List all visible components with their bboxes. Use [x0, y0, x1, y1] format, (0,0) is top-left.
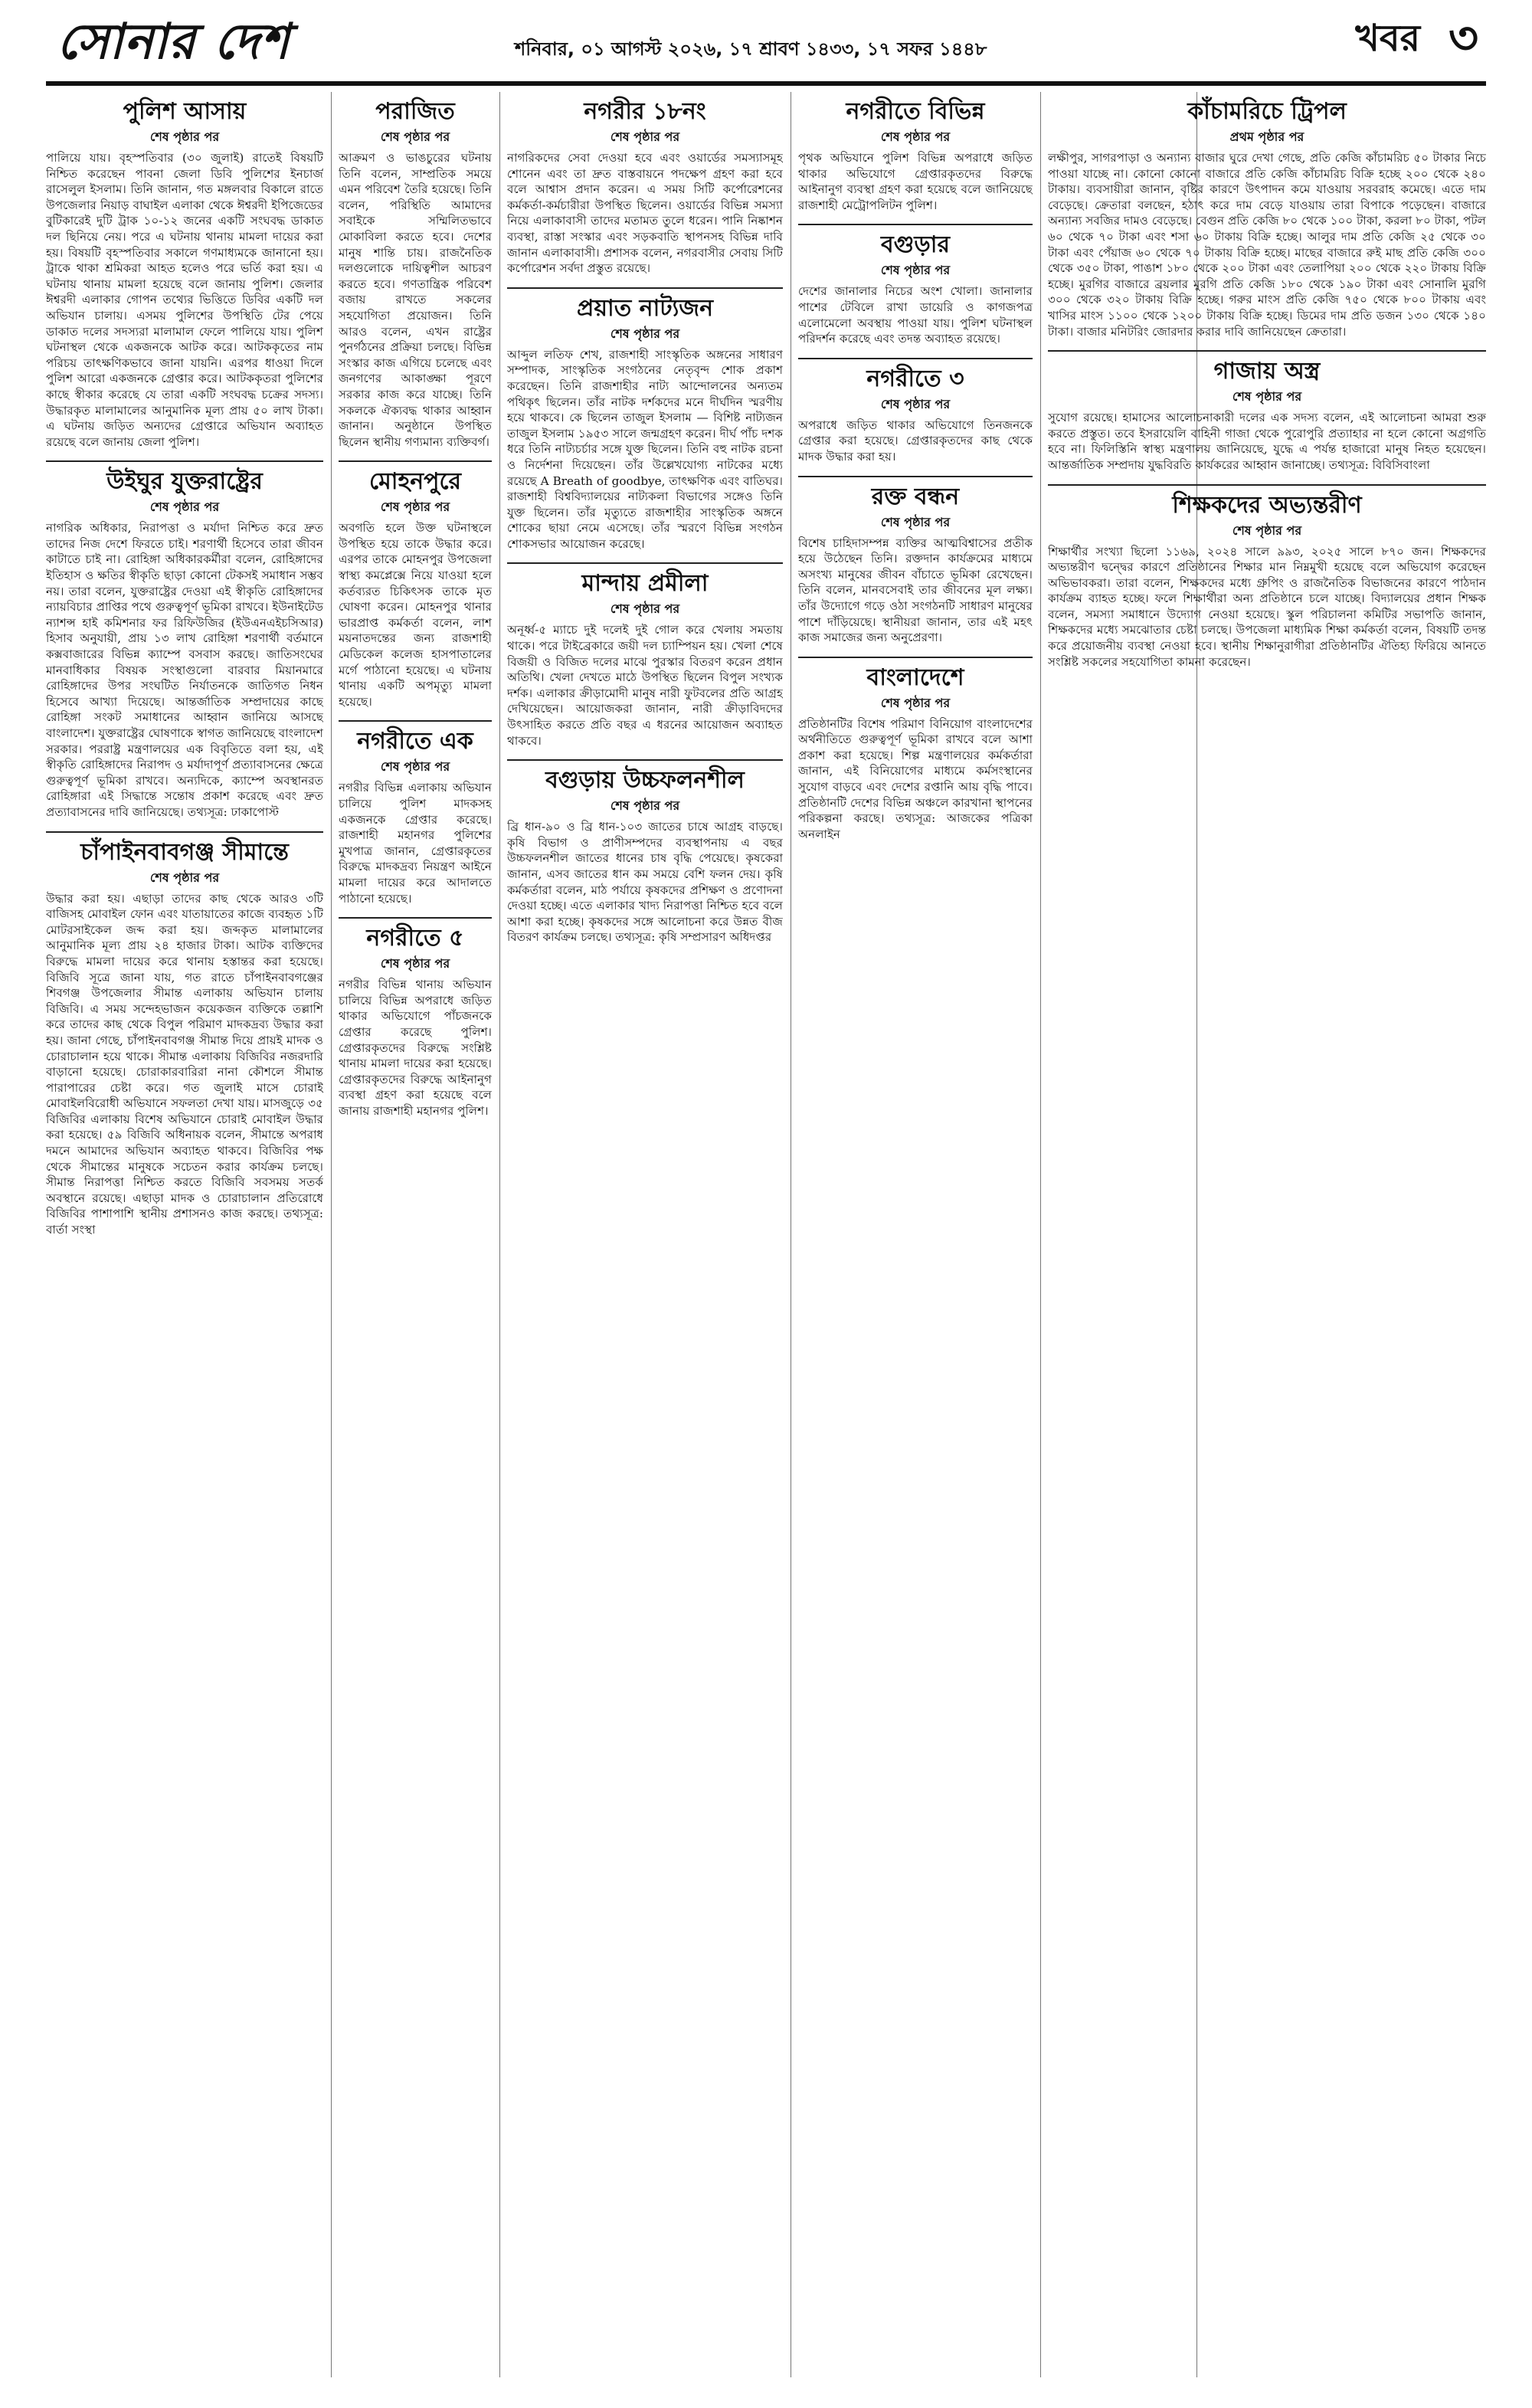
- kicker: শেষ পৃষ্ঠার পর: [610, 129, 680, 144]
- story-divider: [507, 287, 783, 289]
- story-body: নগরীর বিভিন্ন থানায় অভিযান চালিয়ে বিভিন্ন অপরাধে জড়িত থাকার অভিযোগে পাঁচজনকে গ্রেপ্তার করেছে পুলিশ। গ্রেপ্তারকৃতদের বিরুদ্ধে সংশ্লিষ্ট থানায় মামলা দায়ের করা হয়েছে। গ্রেপ্তারকৃতদের বিরুদ্ধে আইনানুগ ব্যবস্থা গ্রহণ করা হয়েছে বলে জানায় রাজশাহী মহানগর পুলিশ।: [339, 978, 492, 1118]
- story-mohonpur: [339, 467, 492, 709]
- story-bogura: [507, 765, 783, 945]
- column-2: [339, 93, 492, 2377]
- story-divider: [798, 476, 1033, 477]
- kicker: শেষ পৃষ্ঠার পর: [880, 695, 951, 710]
- column-3: [507, 93, 783, 2377]
- headline: নগরীতে ৩: [866, 365, 964, 392]
- column-5: [1048, 93, 1486, 2377]
- story-divider: [339, 720, 492, 722]
- headline: বগুড়ার: [881, 231, 950, 259]
- story-body: নগরীর বিভিন্ন এলাকায় অভিযান চালিয়ে পুলিশ মাদকসহ একজনকে গ্রেপ্তার করেছে। রাজশাহী মহানগর পুলিশের মুখপাত্র জানান, গ্রেপ্তারকৃতের বিরুদ্ধে মাদকদ্রব্য নিয়ন্ত্রণ আইনে মামলা দায়ের করে আদালতে পাঠানো হয়েছে।: [339, 781, 492, 906]
- story-divider: [798, 657, 1033, 658]
- headline: নগরীর ১৮নং: [584, 98, 706, 125]
- kicker: শেষ পৃষ্ঠার পর: [880, 514, 951, 529]
- story-body: বিশেষ চাহিদাসম্পন্ন ব্যক্তির আত্মবিশ্বাসের প্রতীক হয়ে উঠেছেন তিনি। রক্তদান কার্যক্রমের মাধ্যমে অসংখ্য মানুষের জীবন বাঁচাতে ভূমিকা রেখেছেন। তিনি বলেন, মানবসেবাই তার জীবনের মূল লক্ষ্য। তাঁর উদ্যোগে গড়ে ওঠা সংগঠনটি সাধারণ মানুষের পাশে দাঁড়িয়েছে। স্থানীয়রা জানান, তার এই মহৎ কাজ সমাজের জন্য অনুপ্রেরণা।: [798, 536, 1033, 645]
- story-divider: [507, 562, 783, 564]
- story-divider: [46, 460, 323, 462]
- story-body: লক্ষীপুর, সাগরপাড়া ও অন্যান্য বাজার ঘুরে দেখা গেছে, প্রতি কেজি কাঁচামরিচ ৫০ টাকার নিচে পাওয়া যাচ্ছে না। কোনো কোনো বাজারে প্রতি কেজি কাঁচামরিচ বিক্রি হচ্ছে ২০০ থেকে ২৪০ টাকায়। ব্যবসায়ীরা জানান, বৃষ্টির কারণে উৎপাদন কমে যাওয়ায় সরবরাহ কমেছে। এতে দাম বেড়েছে। ক্রেতারা বলছেন, হঠাৎ করে দাম বেড়ে যাওয়ায় তারা বিপাকে পড়েছেন। বাজারে অন্যান্য সবজির দামও বেড়েছে। বেগুন প্রতি কেজি ৮০ থেকে ১০০ টাকা, করলা ৮০ টাকা, পটল ৬০ থেকে ৭০ টাকা এবং শসা ৬০ টাকায় বিক্রি হচ্ছে। আলুর দাম প্রতি কেজি ২৫ থেকে ৩০ টাকা এবং পেঁয়াজ ৬০ থেকে ৭০ টাকায় বিক্রি হচ্ছে। মাছের বাজারে রুই মাছ প্রতি কেজি ৩০০ থেকে ৩৫০ টাকা, পাঙাশ ১৮০ থেকে ২০০ টাকা এবং তেলাপিয়া ২০০ থেকে ২২০ টাকায় বিক্রি হচ্ছে। মুরগির বাজারে ব্রয়লার মুরগি প্রতি কেজি ১৮০ থেকে ১৯০ টাকা এবং সোনালি মুরগি ৩০০ থেকে ৩২০ টাকায় বিক্রি হচ্ছে। গরুর মাংস প্রতি কেজি ৭৫০ থেকে ৮০০ টাকায় এবং খাসির মাংস ১১০০ থেকে ১২০০ টাকায় বিক্রি হচ্ছে। ডিমের দাম প্রতি ডজন ১৩০ থেকে ১৪০ টাকা। বাজার মনিটরিং জোরদার করার দাবি জানিয়েছেন ক্রেতারা।: [1048, 151, 1486, 339]
- story-body: অপরাধে জড়িত থাকার অভিযোগে তিনজনকে গ্রেপ্তার করা হয়েছে। গ্রেপ্তারকৃতদের কাছ থেকে মাদক উদ্ধার করা হয়।: [798, 418, 1033, 464]
- kicker: শেষ পৃষ্ঠার পর: [880, 263, 951, 278]
- kicker: শেষ পৃষ্ঠার পর: [1232, 523, 1302, 538]
- headline: বগুড়ায় উচ্চফলনশীল: [545, 767, 745, 794]
- story-kachamorich: [1048, 97, 1486, 339]
- headline: পরাজিত: [375, 98, 455, 125]
- headline: নগরীতে এক: [357, 728, 473, 755]
- headline: প্রয়াত নাট্যজন: [576, 294, 714, 322]
- story-nagari-five: [339, 923, 492, 1119]
- story-body: দেশের জানালার নিচের অংশ খোলা। জানালার পাশের টেবিলে রাখা ডায়েরি ও কাগজপত্র এলোমেলো অবস্থায় পাওয়া যায়। পুলিশ ঘটনাস্থল পরিদর্শন করেছে এবং তদন্ত অব্যাহত রয়েছে।: [798, 284, 1033, 346]
- date-line: শনিবার, ০১ আগস্ট ২০২৬, ১৭ শ্রাবণ ১৪৩৩, ১৭ সফর ১৪৪৮: [515, 38, 987, 60]
- story-chapai: [46, 837, 323, 1238]
- headline: মোহনপুরে: [368, 468, 462, 496]
- story-body: নাগরিকদের সেবা দেওয়া হবে এবং ওয়ার্ডের সমস্যাসমূহ শোনেন এবং তা দ্রুত বাস্তবায়নে পদক্ষেপ গ্রহণ করা হবে বলে আশ্বাস প্রদান করেন। এ সময় সিটি কর্পোরেশনের কর্মকর্তা-কর্মচারীরা উপস্থিত ছিলেন। ওয়ার্ডের বিভিন্ন সমস্যা নিয়ে এলাকাবাসী তাদের মতামত তুলে ধরেন। পানি নিষ্কাশন ব্যবস্থা, রাস্তা সংস্কার এবং সড়কবাতি স্থাপনসহ বিভিন্ন দাবি জানান এলাকাবাসী। প্রশাসক বলেন, নগরবাসীর সেবায় সিটি কর্পোরেশন সর্বদা প্রস্তুত রয়েছে।: [507, 151, 783, 276]
- story-body: অনূর্ধ্ব-৫ ম্যাচে দুই দলেই দুই গোল করে খেলায় সমতায় থাকে। পরে টাইব্রেকারে জয়ী দল চ্যাম্পিয়ন হয়। খেলা শেষে বিজয়ী ও বিজিত দলের মাঝে পুরস্কার বিতরণ করেন প্রধান অতিথি। খেলা দেখতে মাঠে উপস্থিত ছিলেন বিপুল সংখ্যক দর্শক। এলাকার ক্রীড়ামোদী মানুষ নারী ফুটবলের প্রতি আগ্রহ দেখিয়েছেন। আয়োজকরা জানান, নারী ক্রীড়াবিদদের উৎসাহিত করতে প্রতি বছর এ ধরনের আয়োজন অব্যাহত থাকবে।: [507, 623, 783, 748]
- story-body: উদ্ধার করা হয়। এছাড়া তাদের কাছ থেকে আরও ৩টি বাজিসহ মোবাইল ফোন এবং যাতায়াতের কাজে ব্যবহৃত ১টি মোটরসাইকেল জব্দ করা হয়। জব্দকৃত মালামালের আনুমানিক মূল্য প্রায় ২৪ হাজার টাকা। আটক ব্যক্তিদের বিরুদ্ধে মামলা দায়ের করে থানায় হস্তান্তর করা হয়েছে। বিজিবি সূত্রে জানা যায়, গত রাতে চাঁপাইনবাবগঞ্জের শিবগঞ্জ উপজেলার সীমান্ত এলাকায় অভিযান চালায় বিজিবি। এ সময় সন্দেহভাজন কয়েকজন ব্যক্তিকে তল্লাশি করে তাদের কাছ থেকে বিপুল পরিমাণ মাদকদ্রব্য উদ্ধার করা হয়। জানা গেছে, চাঁপাইনবাবগঞ্জ সীমান্ত দিয়ে প্রায়ই মাদক ও চোরাচালান হয়ে থাকে। সীমান্ত এলাকায় বিজিবির নজরদারি বাড়ানো হয়েছে। চোরাকারবারিরা নানা কৌশলে সীমান্ত পারাপারের চেষ্টা করে। গত জুলাই মাসে চোরাই মোবাইলবিরোধী অভিযানে সফলতা দেখা যায়। মাসজুড়ে ৩৫ বিজিবির এলাকায় বিশেষ অভিযানে চোরাই মোবাইল উদ্ধার করা হয়েছে। ৫৯ বিজিবি অধিনায়ক বলেন, সীমান্তে অপরাধ দমনে আমাদের অভিযান অব্যাহত থাকবে। বিজিবির পক্ষ থেকে সীমান্তের মানুষকে সচেতন করার কার্যক্রম চলছে। সীমান্ত নিরাপত্তা নিশ্চিত করতে বিজিবি সবসময় সতর্ক অবস্থানে রয়েছে। এছাড়া মাদক ও চোরাচালান প্রতিরোধে বিজিবির পাশাপাশি স্থানীয় প্রশাসনও কাজ করছে। তথ্যসূত্র: বার্তা সংস্থা: [46, 891, 323, 1237]
- story-body: শিক্ষার্থীর সংখ্যা ছিলো ১১৬৯, ২০২৪ সালে ৯৯৩, ২০২৫ সালে ৮৭০ জন। শিক্ষকদের অভ্যন্তরীণ দ্বন্দ্বের কারণে প্রতিষ্ঠানের শিক্ষার মান নিম্নমুখী হয়েছে বলে অভিযোগ করেছেন অভিভাবকরা। তারা বলেন, শিক্ষকদের মধ্যে গ্রুপিং ও রাজনৈতিক বিভাজনের কারণে পাঠদান কার্যক্রম ব্যাহত হচ্ছে। ফলে শিক্ষার্থীরা অন্য প্রতিষ্ঠানে চলে যাচ্ছে। বিদ্যালয়ের প্রধান শিক্ষক বলেন, সমস্যা সমাধানে উদ্যোগ নেওয়া হয়েছে। স্কুল পরিচালনা কমিটির সভাপতি জানান, শিক্ষকদের মধ্যে সমঝোতার চেষ্টা চলছে। উপজেলা মাধ্যমিক শিক্ষা কর্মকর্তা বলেন, বিষয়টি তদন্ত করে প্রয়োজনীয় ব্যবস্থা নেওয়া হবে। স্থানীয় শিক্ষানুরাগীরা প্রতিষ্ঠানটির ঐতিহ্য ফিরিয়ে আনতে সংশ্লিষ্ট সকলের সহযোগিতা কামনা করেছেন।: [1048, 544, 1486, 669]
- headline: পুলিশ আসায়: [123, 98, 247, 125]
- headline: চাঁপাইনবাবগঞ্জ সীমান্তে: [80, 838, 289, 866]
- story-body: সুযোগ রয়েছে। হামাসের আলোচনাকারী দলের এক সদস্য বলেন, এই আলোচনা আমরা শুরু করতে প্রস্তুত। তবে ইসরায়েলি বাহিনী গাজা থেকে পুরোপুরি প্রত্যাহার না হলে কোনো অগ্রগতি হবে না। ফিলিস্তিনি স্বাস্থ্য মন্ত্রণালয় জানিয়েছে, যুদ্ধে এ পর্যন্ত হাজারো মানুষ নিহত হয়েছেন। আন্তর্জাতিক সম্প্রদায় যুদ্ধবিরতি কার্যকরের আহ্বান জানাচ্ছে। তথ্যসূত্র: বিবিসিবাংলা: [1048, 411, 1486, 472]
- headline: নগরীতে বিভিন্ন: [846, 98, 985, 125]
- story-body: অবগতি হলে উক্ত ঘটনাস্থলে উপস্থিত হয়ে তাকে উদ্ধার করে। এরপর তাকে মোহনপুর উপজেলা স্বাস্থ্য কমপ্লেক্সে নিয়ে যাওয়া হলে কর্তব্যরত চিকিৎসক তাকে মৃত ঘোষণা করেন। মোহনপুর থানার ভারপ্রাপ্ত কর্মকর্তা বলেন, লাশ ময়নাতদন্তের জন্য রাজশাহী মেডিকেল কলেজ হাসপাতালের মর্গে পাঠানো হয়েছে। এ ঘটনায় থানায় একটি অপমৃত্যু মামলা হয়েছে।: [339, 521, 492, 709]
- headline: গাজায় অস্ত্র: [1213, 358, 1321, 385]
- story-body: ব্রি ধান-৯০ ও ব্রি ধান-১০৩ জাতের চাষে আগ্রহ বাড়ছে। কৃষি বিভাগ ও প্রাণীসম্পদের ব্যবস্থাপনায় এ বছর উচ্চফলনশীল জাতের ধানের চাষ বৃদ্ধি পেয়েছে। কৃষকেরা জানান, এসব জাতের ধান কম সময়ে বেশি ফলন দেয়। কৃষি কর্মকর্তারা বলেন, মাঠ পর্যায়ে কৃষকদের প্রশিক্ষণ ও প্রণোদনা দেওয়া হচ্ছে। এতে এলাকার খাদ্য নিরাপত্তা নিশ্চিত হবে বলে আশা করা হচ্ছে। কৃষকদের সঙ্গে আলোচনা করে উন্নত বীজ বিতরণ কার্যক্রম চলছে। তথ্যসূত্র: কৃষি সম্প্রসারণ অধিদপ্তর: [507, 820, 783, 945]
- story-sentenced: [339, 97, 492, 450]
- story-divider: [798, 358, 1033, 359]
- story-body: পালিয়ে যায়। বৃহস্পতিবার (৩০ জুলাই) রাতেই বিষয়টি নিশ্চিত করেছেন পাবনা জেলা ডিবি পুলিশের ইনচার্জ রাসেলুল ইসলাম। তিনি জানান, গত মঙ্গলবার বিকালে রাতে উপজেলার নিয়াড় বাঘাইল এলাকা থেকে ঈশ্বরদী ইপিজেডের বুটিকারেই দুটি ট্রাক ১০-১২ জনের একটি সংঘবদ্ধ ডাকাত দল ছিনিয়ে নেয়। পরে এ ঘটনায় থানায় মামলা দায়ের করা হয়। বিষয়টি বৃহস্পতিবার সকালে গণমাধ্যমকে জানানো হয়। ট্রাকে থাকা শ্রমিকরা আহত হলেও পরে ভর্তি করা হয়। এ ঘটনায় থানায় মামলা হয়েছে বলে জানায় পুলিশ। জেলার ঈশ্বরদী এলাকার গোপন তথ্যের ভিত্তিতে ডিবির একটি দল অভিযান চালায়। এসময় পুলিশের উপস্থিতি টের পেয়ে ডাকাত দলের সদস্যরা মালামাল ফেলে পালিয়ে যায়। পুলিশ ঘটনাস্থল থেকে একজনকে আটক করে। আটককৃতের নাম পরিচয় তাৎক্ষণিকভাবে জানা যায়নি। এরপর ধাওয়া দিলে পুলিশ আরো একজনকে গ্রেপ্তার করে। আটককৃতরা পুলিশের কাছে স্বীকার করেছে যে তারা একটি সংঘবদ্ধ চক্রের সদস্য। উদ্ধারকৃত মালামালের আনুমানিক মূল্য প্রায় ৫০ লাখ টাকা। এ ঘটনায় জড়িত অন্যদের গ্রেপ্তারে অভিযান অব্যাহত রয়েছে বলে জানায় জেলা পুলিশ।: [46, 151, 323, 449]
- headline: কাঁচামরিচে ট্রিপল: [1187, 98, 1347, 125]
- story-bogurar: [798, 230, 1033, 346]
- kicker: শেষ পৃষ্ঠার পর: [149, 129, 220, 144]
- story-nagari18: [507, 97, 783, 277]
- story-police: [46, 97, 323, 450]
- column-divider: [499, 92, 500, 2377]
- story-divider: [1048, 350, 1486, 352]
- story-body: আক্রমণ ও ভাঙচুরের ঘটনায় তিনি বলেন, সাম্প্রতিক সময়ে এমন পরিবেশ তৈরি হয়েছে। তিনি বলেন, পরিস্থিতি আমাদের সবাইকে সম্মিলিতভাবে মোকাবিলা করতে হবে। দেশের মানুষ শান্তি চায়। রাজনৈতিক দলগুলোকে দায়িত্বশীল আচরণ করতে হবে। গণতান্ত্রিক পরিবেশ বজায় রাখতে সকলের সহযোগিতা প্রয়োজন। তিনি আরও বলেন, এখন রাষ্ট্রের পুনর্গঠনের প্রক্রিয়া চলছে। বিভিন্ন সংস্কার কাজ এগিয়ে চলেছে এবং জনগণের আকাঙ্ক্ষা পূরণে সরকার কাজ করে যাচ্ছে। তিনি সকলকে ঐক্যবদ্ধ থাকার আহ্বান জানান। অনুষ্ঠানে উপস্থিত ছিলেন স্থানীয় গণ্যমান্য ব্যক্তিবর্গ।: [339, 151, 492, 449]
- story-divider: [339, 460, 492, 462]
- column-1: [46, 93, 323, 2377]
- story-divider: [46, 831, 323, 833]
- kicker: শেষ পৃষ্ঠার পর: [880, 129, 951, 144]
- headline: মান্দায় প্রমীলা: [581, 570, 709, 598]
- story-body: নাগরিক অধিকার, নিরাপত্তা ও মর্যাদা নিশ্চিত করে দ্রুত তাদের নিজ দেশে ফিরতে চাই। শরণার্থী হিসেবে তারা জীবন কাটাতে চাই না। রোহিঙ্গা অধিকারকর্মীরা বলেন, রোহিঙ্গাদের ইতিহাস ও ক্ষতির স্বীকৃতি ছাড়া কোনো টেকসই সমাধান সম্ভব নয়। তারা বলেন, যুক্তরাষ্ট্রের দেওয়া এই স্বীকৃতি রোহিঙ্গাদের ন্যায়বিচার প্রাপ্তির পথে গুরুত্বপূর্ণ ভূমিকা রাখবে। ইউনাইটেড ন্যাশন্স হাই কমিশনার ফর রিফিউজির (ইউএনএইচসিআর) হিসাব অনুযায়ী, প্রায় ১৩ লাখ রোহিঙ্গা শরণার্থী বর্তমানে কক্সবাজারের বিভিন্ন ক্যাম্পে বসবাস করছে। জাতিসংঘের মানবাধিকার বিষয়ক সংস্থাগুলো বারবার মিয়ানমারে রোহিঙ্গাদের উপর সংঘটিত নির্যাতনকে জাতিগত নিধন হিসেবে আখ্যা দিয়েছে। আন্তর্জাতিক সম্প্রদায়ের কাছে রোহিঙ্গা সংকট সমাধানের আহ্বান জানিয়ে আসছে বাংলাদেশ। যুক্তরাষ্ট্রের ঘোষণাকে স্বাগত জানিয়েছে বাংলাদেশ সরকার। পররাষ্ট্র মন্ত্রণালয়ের এক বিবৃতিতে বলা হয়, এই স্বীকৃতি রোহিঙ্গাদের নিরাপদ ও মর্যাদাপূর্ণ প্রত্যাবাসনের ক্ষেত্রে গুরুত্বপূর্ণ ভূমিকা রাখবে। অন্যদিকে, ক্যাম্পে অবস্থানরত রোহিঙ্গারা এই সিদ্ধান্তে সন্তোষ প্রকাশ করেছে এবং দ্রুত প্রত্যাবাসনের দাবি জানিয়েছে। তথ্যসূত্র: ঢাকাপোস্ট: [46, 521, 323, 819]
- page-number: ৩: [1448, 11, 1478, 65]
- kicker: শেষ পৃষ্ঠার পর: [380, 956, 450, 971]
- column-divider: [1040, 92, 1041, 2377]
- kicker: শেষ পৃষ্ঠার পর: [149, 500, 220, 515]
- headline: রক্ত বন্ধন: [871, 483, 960, 510]
- story-proyat: [507, 293, 783, 552]
- kicker: শেষ পৃষ্ঠার পর: [610, 601, 680, 617]
- story-blood: [798, 482, 1033, 646]
- story-nagari-various: [798, 97, 1033, 213]
- headline: উইঘুর যুক্তরাষ্ট্রের: [106, 468, 263, 496]
- story-nagari3: [798, 364, 1033, 465]
- kicker: প্রথম পৃষ্ঠার পর: [1229, 129, 1304, 144]
- headline: নগরীতে ৫: [366, 925, 464, 952]
- headline: বাংলাদেশে: [866, 663, 964, 691]
- story-nagari-one: [339, 726, 492, 906]
- story-body: পৃথক অভিযানে পুলিশ বিভিন্ন অপরাধে জড়িত থাকার অভিযোগে গ্রেপ্তারকৃতদের বিরুদ্ধে আইনানুগ ব্যবস্থা গ্রহণ করা হয়েছে বলে জানিয়েছে রাজশাহী মেট্রোপলিটন পুলিশ।: [798, 151, 1033, 212]
- masthead: [46, 0, 1486, 83]
- headline: শিক্ষকদের অভ্যন্তরীণ: [1172, 491, 1362, 519]
- story-teachers: [1048, 490, 1486, 670]
- story-body: আব্দুল লতিফ শেখ, রাজশাহী সাংস্কৃতিক অঙ্গনের সাধারণ সম্পাদক, সাংস্কৃতিক সংগঠনের নেতৃবৃন্দ শোক প্রকাশ করেছেন। তিনি রাজশাহীর নাট্য আন্দোলনের অন্যতম পথিকৃৎ ছিলেন। তাঁর নাটক দর্শকদের মনে দীর্ঘদিন স্মরণীয় হয়ে থাকবে। কে ছিলেন তাজুল ইসলাম — বিশিষ্ট নাট্যজন তাজুল ইসলাম ১৯৫৩ সালে জন্মগ্রহণ করেন। দীর্ঘ পাঁচ দশক ধরে তিনি নাট্যচর্চার সঙ্গে যুক্ত ছিলেন। তিনি বহু নাটক রচনা ও নির্দেশনা দিয়েছেন। তাঁর উল্লেখযোগ্য নাটকের মধ্যে রয়েছে A Breath of goodbye, তাৎক্ষণিক এবং বাতিঘর। রাজশাহী বিশ্ববিদ্যালয়ের নাট্যকলা বিভাগের সঙ্গেও তিনি যুক্ত ছিলেন। তাঁর মৃত্যুতে রাজশাহীর সাংস্কৃতিক অঙ্গনে শোকের ছায়া নেমে এসেছে। তাঁর স্মরণে বিভিন্ন সংগঠন শোকসভার আয়োজন করেছে।: [507, 347, 783, 551]
- kicker: শেষ পৃষ্ঠার পর: [380, 129, 450, 144]
- kicker: শেষ পৃষ্ঠার পর: [610, 798, 680, 814]
- kicker: শেষ পৃষ্ঠার পর: [380, 759, 450, 775]
- kicker: শেষ পৃষ্ঠার পর: [149, 870, 220, 885]
- story-mandai: [507, 568, 783, 749]
- column-divider: [331, 92, 332, 2377]
- kicker: শেষ পৃষ্ঠার পর: [880, 396, 951, 411]
- story-bangladesh: [798, 663, 1033, 843]
- story-gaza: [1048, 356, 1486, 473]
- newspaper-logo: সোনার দেশ: [57, 13, 290, 70]
- masthead-rule: [46, 81, 1486, 86]
- story-divider: [507, 759, 783, 761]
- section-name: খবর: [1355, 17, 1420, 60]
- story-divider: [1048, 484, 1486, 486]
- kicker: শেষ পৃষ্ঠার পর: [1232, 389, 1302, 405]
- story-uighur: [46, 467, 323, 820]
- kicker: শেষ পৃষ্ঠার পর: [380, 500, 450, 515]
- story-divider: [339, 917, 492, 919]
- story-body: প্রতিষ্ঠানটির বিশেষ পরিমাণ বিনিয়োগ বাংলাদেশের অর্থনীতিতে গুরুত্বপূর্ণ ভূমিকা রাখবে বলে আশা প্রকাশ করা হয়েছে। শিল্প মন্ত্রণালয়ের কর্মকর্তারা জানান, এই বিনিয়োগের মাধ্যমে কর্মসংস্থানের সুযোগ বাড়বে এবং দেশের রপ্তানি আয় বৃদ্ধি পাবে। প্রতিষ্ঠানটি দেশের বিভিন্ন অঞ্চলে কারখানা স্থাপনের পরিকল্পনা করছে। তথ্যসূত্র: আজকের পত্রিকা অনলাইন: [798, 716, 1033, 841]
- kicker: শেষ পৃষ্ঠার পর: [610, 326, 680, 341]
- column-4: [798, 93, 1033, 2377]
- story-divider: [798, 224, 1033, 225]
